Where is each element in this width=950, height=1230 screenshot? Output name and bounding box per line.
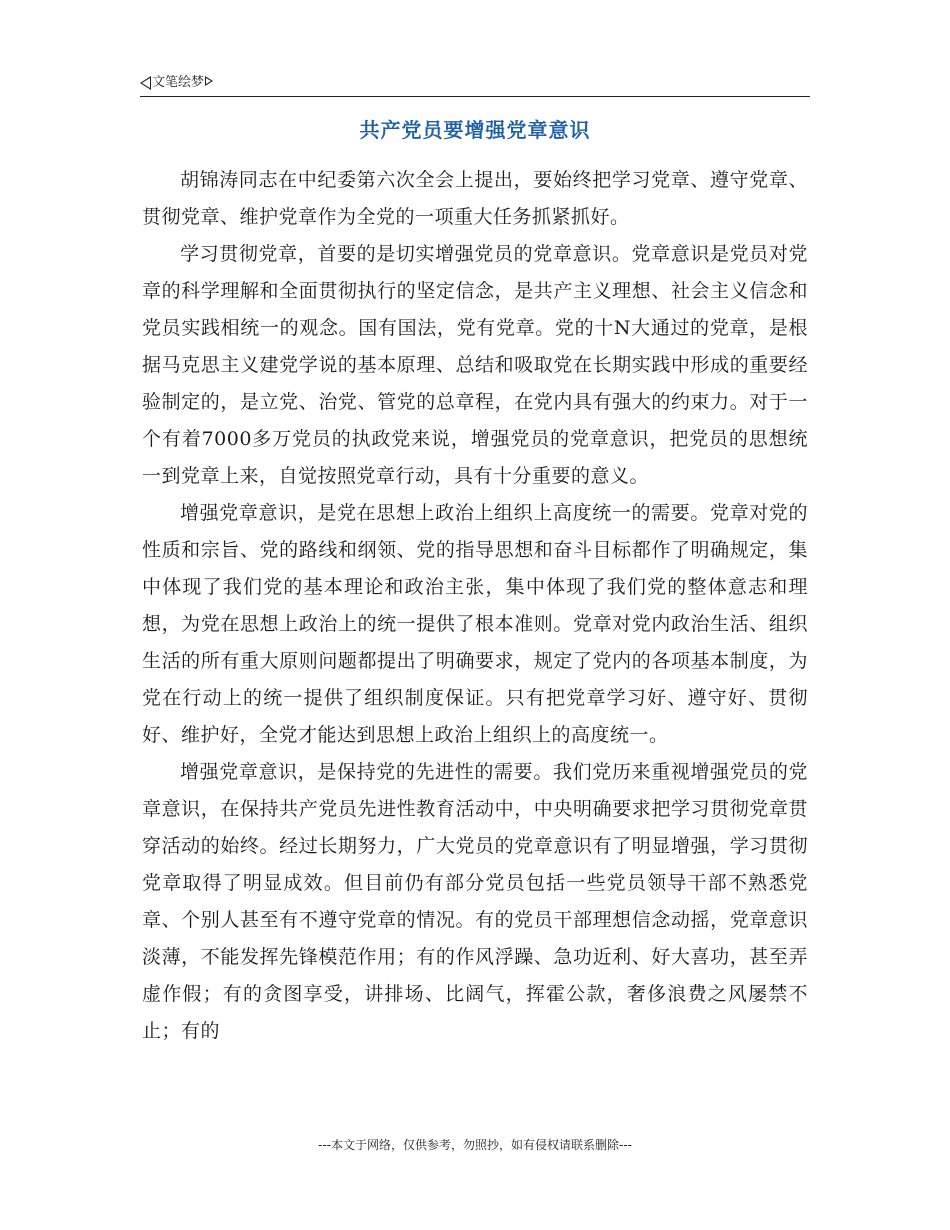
triangle-right-icon [205,76,213,86]
page-footer: ---本文于网络，仅供参考，勿照抄，如有侵权请联系删除--- [318,1138,632,1152]
paragraph: 增强党章意识，是党在思想上政治上组织上高度统一的需要。党章对党的性质和宗旨、党的路线和纲领、党的指导思想和奋斗目标都作了明确规定，集中体现了我们党的基本理论和政治主张，集中体现了我们党的整体意志和理想，为党在思想上政治上的统一提供了根本准则。党章对党内政治生活、组织生活的所有重大原则问题都提出了明确要求，规定了党内的各项基本制度，为党在行动上的统一提供了组织制度保证。只有把党章学习好、遵守好、贯彻好、维护好，全党才能达到思想上政治上组织上的高度统一。 [142,502,808,746]
paragraph: 学习贯彻党章，首要的是切实增强党员的党章意识。党章意识是党员对党章的科学理解和全面贯彻执行的坚定信念，是共产主义理想、社会主义信念和党员实践相统一的观念。国有国法，党有党章。党的十N大通过的党章，是根据马克思主义建党学说的基本原理、总结和吸取党在长期实践中形成的重要经验制定的，是立党、治党、管党的总章程，在党内具有强大的约束力。对于一个有着7000多万党员的执政党来说，增强党员的党章意识，把党员的思想统一到党章上来，自觉按照党章行动，具有十分重要的意义。 [142,243,808,487]
page-header [140,74,810,97]
header-logo [140,74,213,92]
paragraph: 胡锦涛同志在中纪委第六次全会上提出，要始终把学习党章、遵守党章、贯彻党章、维护党章作为全党的一项重大任务抓紧抓好。 [142,169,808,228]
header-logo-text: 文笔绘梦 [152,75,205,90]
triangle-left-icon [140,76,151,90]
document-title: 共产党员要增强党章意识 [359,118,591,142]
document-body [142,162,808,1050]
paragraph: 增强党章意识，是保持党的先进性的需要。我们党历来重视增强党员的党章意识，在保持共产党员先进性教育活动中，中央明确要求把学习贯彻党章贯穿活动的始终。经过长期努力，广大党员的党章意识有了明显增强，学习贯彻党章取得了明显成效。但目前仍有部分党员包括一些党员领导干部不熟悉党章、个别人甚至有不遵守党章的情况。有的党员干部理想信念动摇，党章意识淡薄，不能发挥先锋模范作用；有的作风浮躁、急功近利、好大喜功，甚至弄虚作假；有的贪图享受，讲排场、比阔气，挥霍公款，奢侈浪费之风屡禁不止；有的 [142,761,808,1042]
